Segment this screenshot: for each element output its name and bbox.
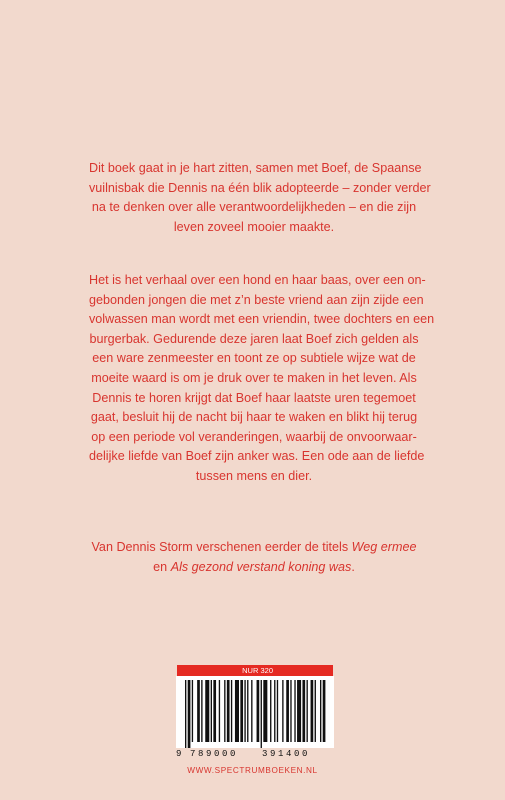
barcode-bar [261, 680, 262, 748]
book-title-weg-ermee: Weg ermee [351, 540, 417, 554]
barcode-bar [286, 680, 289, 742]
barcode-bar [251, 680, 252, 742]
barcode-bar [224, 680, 225, 742]
barcode-bar [211, 680, 212, 742]
barcode-bar [227, 680, 230, 742]
barcode-bar [263, 680, 267, 742]
blurb-line: Het is het verhaal over een hond en haar baas, over een on- [89, 273, 426, 287]
barcode-bar [323, 680, 326, 742]
blurb-line: volwassen man wordt met een vriendin, twee dochters en een [89, 312, 435, 327]
blurb-line: na te denken over alle verantwoordelijkheden – en die zijn [91, 200, 417, 215]
barcode-bars [176, 676, 334, 748]
blurb-line: leven zoveel mooier maakte. [173, 219, 335, 234]
barcode-bar [235, 680, 239, 742]
barcode-bar [205, 680, 209, 742]
blurb-line: vuilnisbak die Dennis na één blik adopteerde – zonder verder [89, 180, 431, 195]
barcode-bar [311, 680, 314, 742]
barcode-bar [240, 680, 243, 742]
blurb-paragraph-1 [89, 159, 431, 237]
barcode-bar [257, 680, 260, 742]
blurb-line: Dit boek gaat in je hart zitten, samen met Boef, de Spaanse [89, 161, 422, 175]
barcode-bar [247, 680, 248, 742]
barcode-bar [201, 680, 202, 742]
other-titles-period: . [351, 559, 355, 574]
blurb-line: delijke liefde van Boef zijn anker was. Een ode aan de liefde [89, 449, 425, 464]
barcode-bar [219, 680, 220, 742]
blurb-line: moeite waard is om je druk over te maken in het leven. Als [91, 370, 417, 385]
barcode-bar [294, 680, 295, 742]
blurb-line: Dennis te horen krijgt dat Boef haar laatste uren tegemoet [92, 390, 416, 405]
barcode-bar [197, 680, 200, 742]
barcode-bar [282, 680, 283, 742]
barcode-bar [213, 680, 216, 742]
nur-text: NUR 320 [242, 666, 273, 675]
blurb-line: een ware zenmeester en toont ze op subtiele wijze wat de [92, 351, 416, 366]
blurb-line: gebonden jongen die met z’n beste vriend aan zijn zijde een [89, 292, 424, 307]
barcode-svg [176, 676, 334, 748]
barcode-bar [188, 680, 191, 748]
blurb-line: burgerbak. Gedurende deze jaren laat Boef zich gelden als [89, 331, 419, 346]
barcode-bar [307, 680, 308, 742]
other-titles-and: en [153, 559, 171, 574]
barcode-bar [297, 680, 301, 742]
barcode-bar [320, 680, 321, 742]
other-titles-line-2 [89, 558, 419, 578]
isbn-left-digits: 789000 [190, 749, 239, 759]
other-titles-line-1 [89, 538, 419, 558]
isbn-first-digit: 9 [176, 749, 182, 759]
barcode-bar [185, 680, 186, 748]
barcode-bar [315, 680, 316, 742]
isbn-right-digits: 391400 [262, 749, 311, 759]
barcode-bar [290, 680, 291, 742]
blurb-line: op een periode vol veranderingen, waarbij de onvoorwaar- [91, 429, 417, 444]
barcode-bar [192, 680, 193, 742]
blurb-line: gaat, besluit hij de nacht bij haar te waken en blikt hij terug [90, 410, 418, 425]
barcode-bar [231, 680, 232, 742]
other-titles-prefix: Van Dennis Storm verschenen eerder de titels [91, 540, 352, 554]
barcode-bar [302, 680, 305, 742]
other-titles-paragraph [89, 538, 419, 577]
blurb-line: tussen mens en dier. [195, 468, 313, 483]
nur-label [177, 665, 333, 676]
blurb-paragraph-2 [89, 271, 435, 487]
book-title-als-gezond: Als gezond verstand koning was [170, 559, 352, 574]
barcode-bar [274, 680, 275, 742]
isbn-barcode [176, 665, 334, 758]
barcode-bar [270, 680, 271, 742]
publisher-website: WWW.SPECTRUMBOEKEN.NL [187, 766, 318, 775]
barcode-bar [244, 680, 245, 742]
barcode-bar [277, 680, 278, 742]
